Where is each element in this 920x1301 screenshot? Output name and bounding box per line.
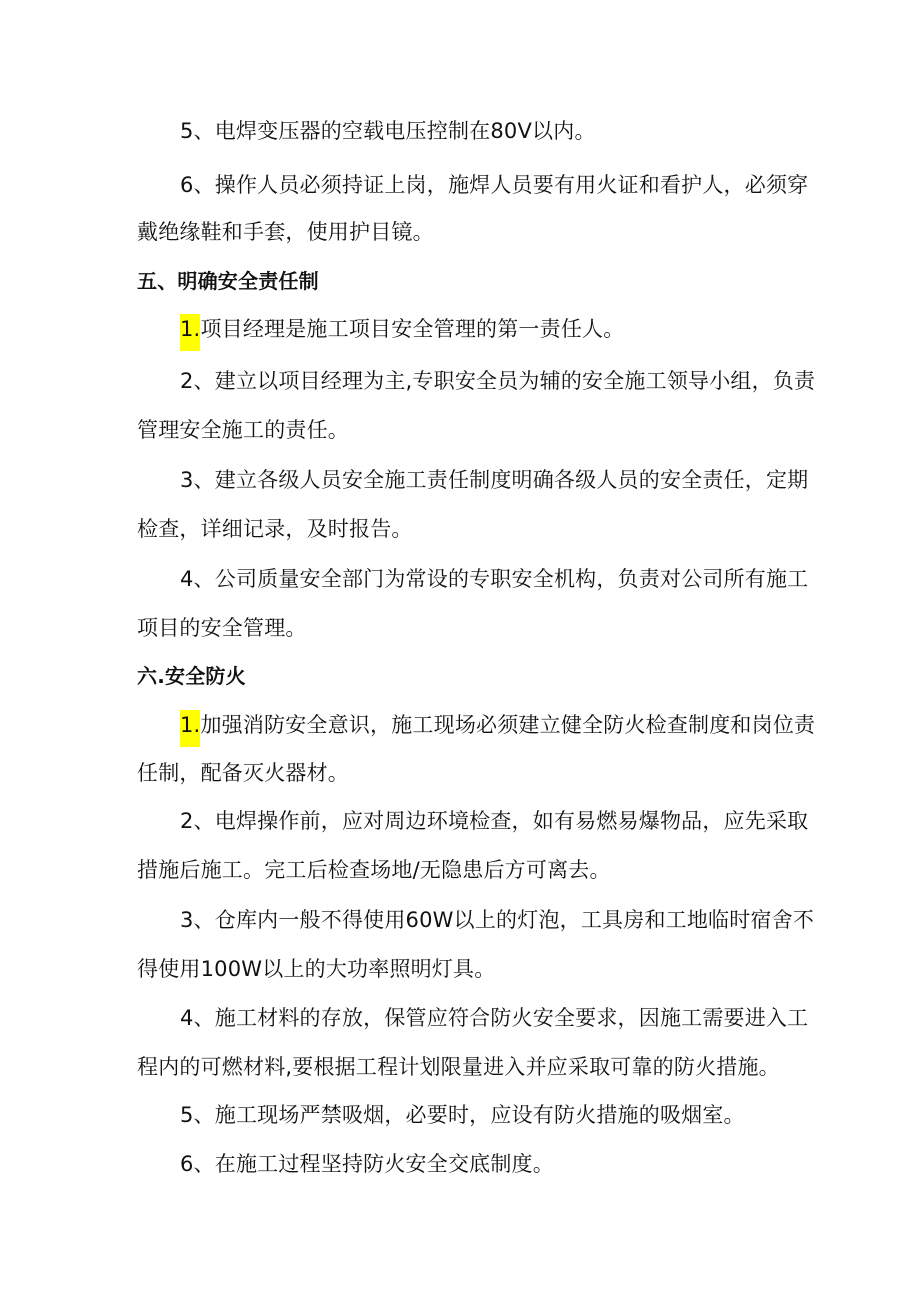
- list-item: [180, 314, 790, 351]
- paragraph-line: 程内的可燃材料,要根据工程计划限量进入并应采取可靠的防火措施。: [137, 1055, 780, 1079]
- paragraph-line: 2、电焊操作前，应对周边环境检查，如有易燃易爆物品，应先采取: [180, 809, 809, 833]
- paragraph-line: 2、建立以项目经理为主,专职安全员为辅的安全施工领导小组，负责: [180, 369, 816, 393]
- paragraph-line: 4、施工材料的存放，保管应符合防火安全要求，因施工需要进入工: [180, 1006, 809, 1030]
- paragraph-line: 项目的安全管理。: [137, 616, 307, 640]
- paragraph-line: 3、建立各级人员安全施工责任制度明确各级人员的安全责任，定期: [180, 468, 809, 492]
- paragraph-line: 检查，详细记录，及时报告。: [137, 517, 413, 541]
- list-item-text: 加强消防安全意识，施工现场必须建立健全防火检查制度和岗位责: [200, 713, 816, 737]
- highlighted-number: 1.: [180, 710, 200, 747]
- paragraph-line: 任制，配备灭火器材。: [137, 761, 349, 785]
- paragraph-line: 管理安全施工的责任。: [137, 418, 349, 442]
- paragraph-line: 4、公司质量安全部门为常设的专职安全机构，负责对公司所有施工: [180, 567, 809, 591]
- paragraph-line: 戴绝缘鞋和手套，使用护目镜。: [137, 220, 434, 244]
- list-item: [180, 710, 816, 747]
- list-item-text: 项目经理是施工项目安全管理的第一责任人。: [200, 317, 625, 341]
- paragraph-line: 措施后施工。完工后检查场地/无隐患后方可离去。: [137, 858, 611, 882]
- paragraph-line: 6、操作人员必须持证上岗，施焊人员要有用火证和看护人，必须穿: [180, 173, 809, 197]
- paragraph-line: 6、在施工过程坚持防火安全交底制度。: [180, 1152, 554, 1176]
- paragraph-line: 3、仓库内一般不得使用60W以上的灯泡，工具房和工地临时宿舍不: [180, 908, 815, 932]
- paragraph-line: 得使用100W以上的大功率照明灯具。: [137, 957, 496, 981]
- highlighted-number: 1.: [180, 314, 200, 351]
- section-heading: 六.安全防火: [137, 664, 246, 688]
- section-heading: 五、明确安全责任制: [137, 269, 319, 293]
- paragraph-line: 5、电焊变压器的空载电压控制在80V以内。: [180, 119, 596, 143]
- paragraph-line: 5、施工现场严禁吸烟，必要时，应设有防火措施的吸烟室。: [180, 1103, 745, 1127]
